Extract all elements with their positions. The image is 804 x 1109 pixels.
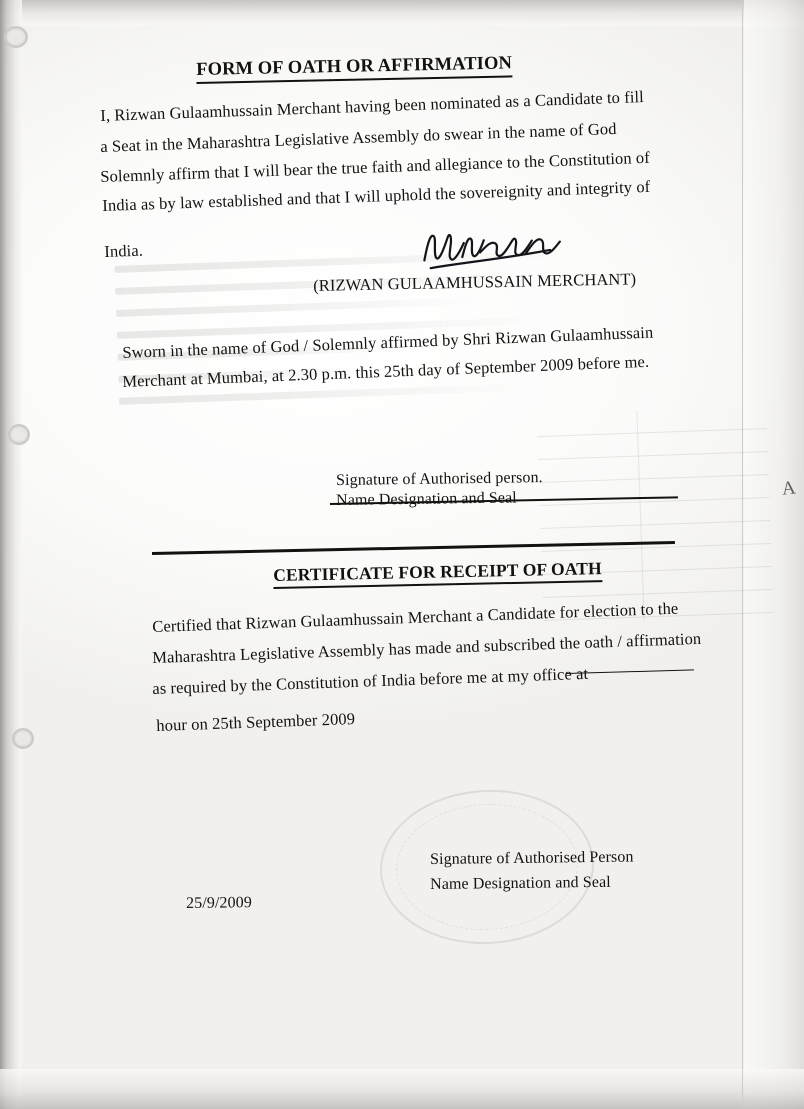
candidate-signed-name: (RIZWAN GULAAMHUSSAIN MERCHANT)	[313, 269, 637, 295]
certificate-line: Maharashtra Legislative Assembly has made and subscribed the oath / affirmation	[152, 628, 702, 667]
certificate-line: Certified that Rizwan Gulaamhussain Merchant a Candidate for election to the	[152, 598, 679, 636]
authorised-designation-label: Name Designation and Seal	[336, 489, 517, 509]
authorised-signature-label: Signature of Authorised Person	[430, 848, 634, 868]
oath-line: India.	[104, 240, 144, 261]
oath-line: a Seat in the Maharashtra Legislative Assembly do swear in the name of God	[100, 118, 617, 156]
authorised-designation-label: Name Designation and Seal	[430, 873, 611, 893]
certificate-line: hour on 25th September 2009	[156, 709, 356, 735]
margin-mark: A	[781, 477, 798, 500]
sworn-statement-line: Sworn in the name of God / Solemnly affirmed by Shri Rizwan Gulaamhussain	[122, 322, 654, 362]
certificate-title: CERTIFICATE FOR RECEIPT OF OATH	[273, 558, 602, 589]
date-stamp: 25/9/2009	[186, 894, 252, 912]
page-title: FORM OF OATH OR AFFIRMATION	[196, 53, 512, 84]
oath-line: Solemnly affirm that I will bear the true faith and allegiance to the Constitution of	[100, 147, 651, 186]
sworn-statement-line: Merchant at Mumbai, at 2.30 p.m. this 25th day of September 2009 before me.	[122, 351, 650, 391]
section-divider-rule	[152, 541, 675, 555]
oath-line: India as by law established and that I will uphold the sovereignity and integrity of	[102, 176, 651, 215]
handwritten-signature-icon	[417, 219, 567, 276]
certificate-line: as required by the Constitution of India before me at my office at	[152, 663, 589, 698]
oath-line: I, Rizwan Gulaamhussain Merchant having been nominated as a Candidate to fill	[100, 87, 645, 125]
authorised-signature-label: Signature of Authorised person.	[336, 469, 543, 489]
